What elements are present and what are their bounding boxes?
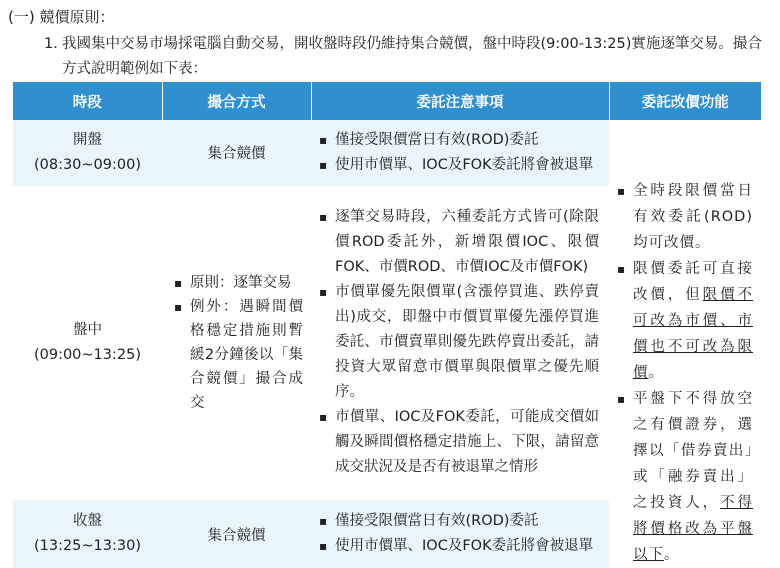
text-segment: 。 [648,365,664,381]
list-item: ▪ 例外：遇瞬間價格穩定措施則暫緩2分鐘後以「集合競價」撮合成交 [174,295,303,415]
list-item: ▪ 市價單優先限價單(含漲停買進、跌停賣出)成交，即盤中市價買單優先漲停買進委託、市價賣單則優先跌停賣出委託，請投資大眾留意市價單與限價單之優先順序。 [319,280,599,405]
period-time: (08:30~09:00) [33,156,142,173]
underlined-text: 限價不可改為市價、市價也不可改為限價 [633,287,754,381]
paragraph-text: 我國集中交易市場採電腦自動交易，開收盤時段仍維持集合競價，盤中時段(9:00-13:25)實施逐筆交易。撮合方式說明範例如下表： [62,36,762,77]
list-item: ▪ 原則：逐筆交易 [174,271,303,295]
header-matching: 撮合方式 [162,82,311,120]
period-cell [13,120,162,186]
matching-cell: 集合競價 [162,120,311,186]
list-item [617,386,753,568]
period-time: (13:25~13:30) [33,538,142,555]
underlined-text: 不得將價格改為平盤以下 [633,495,754,563]
list-item: ▪ 僅接受限價當日有效(ROD)委託 [319,128,599,153]
table-header-row [13,82,761,120]
table-row [13,120,761,186]
list-item [617,256,753,386]
period-name: 盤中 [73,321,102,338]
list-item: ▪ 全時段限價當日有效委託(ROD)均可改價。 [617,178,753,256]
section-title: (一) 競價原則： [8,8,115,26]
matching-cell [162,186,311,500]
notes-cell [311,500,609,568]
matching-cell: 集合競價 [162,500,311,568]
list-item: ▪ 使用市價單、IOC及FOK委託將會被退單 [319,153,599,178]
list-item: ▪ 市價單、IOC及FOK委託，可能成交價如觸及瞬間價格穩定措施上、下限，請留意成交狀況及是否有被退單之情形 [319,405,599,480]
header-period: 時段 [13,82,162,120]
notes-cell [311,120,609,186]
period-name: 收盤 [73,513,102,530]
period-cell [13,500,162,568]
text-segment: 。 [664,547,680,563]
text-segment: 平盤下不得放空之有價證券，選擇以「借券賣出」或「融券賣出」之投資人， [633,391,753,511]
price-change-cell [609,120,761,568]
list-item: ▪ 僅接受限價當日有效(ROD)委託 [319,509,599,534]
period-time: (09:00~13:25) [33,346,142,363]
numbered-paragraph [44,32,766,82]
period-name: 開盤 [73,131,102,148]
list-item: ▪ 逐筆交易時段，六種委託方式皆可(除限價ROD委託外，新增限價IOC、限價FOK、市價ROD、市價IOC及市價FOK) [319,205,599,280]
period-cell [13,186,162,500]
text-segment: 限價委託可直接改價，但 [633,261,753,303]
list-item: ▪ 使用市價單、IOC及FOK委託將會被退單 [319,534,599,559]
header-notes: 委託注意事項 [311,82,609,120]
item-number: 1. [44,36,58,52]
notes-cell [311,186,609,500]
header-price-change: 委託改價功能 [609,82,761,120]
matching-rules-table [13,82,761,568]
